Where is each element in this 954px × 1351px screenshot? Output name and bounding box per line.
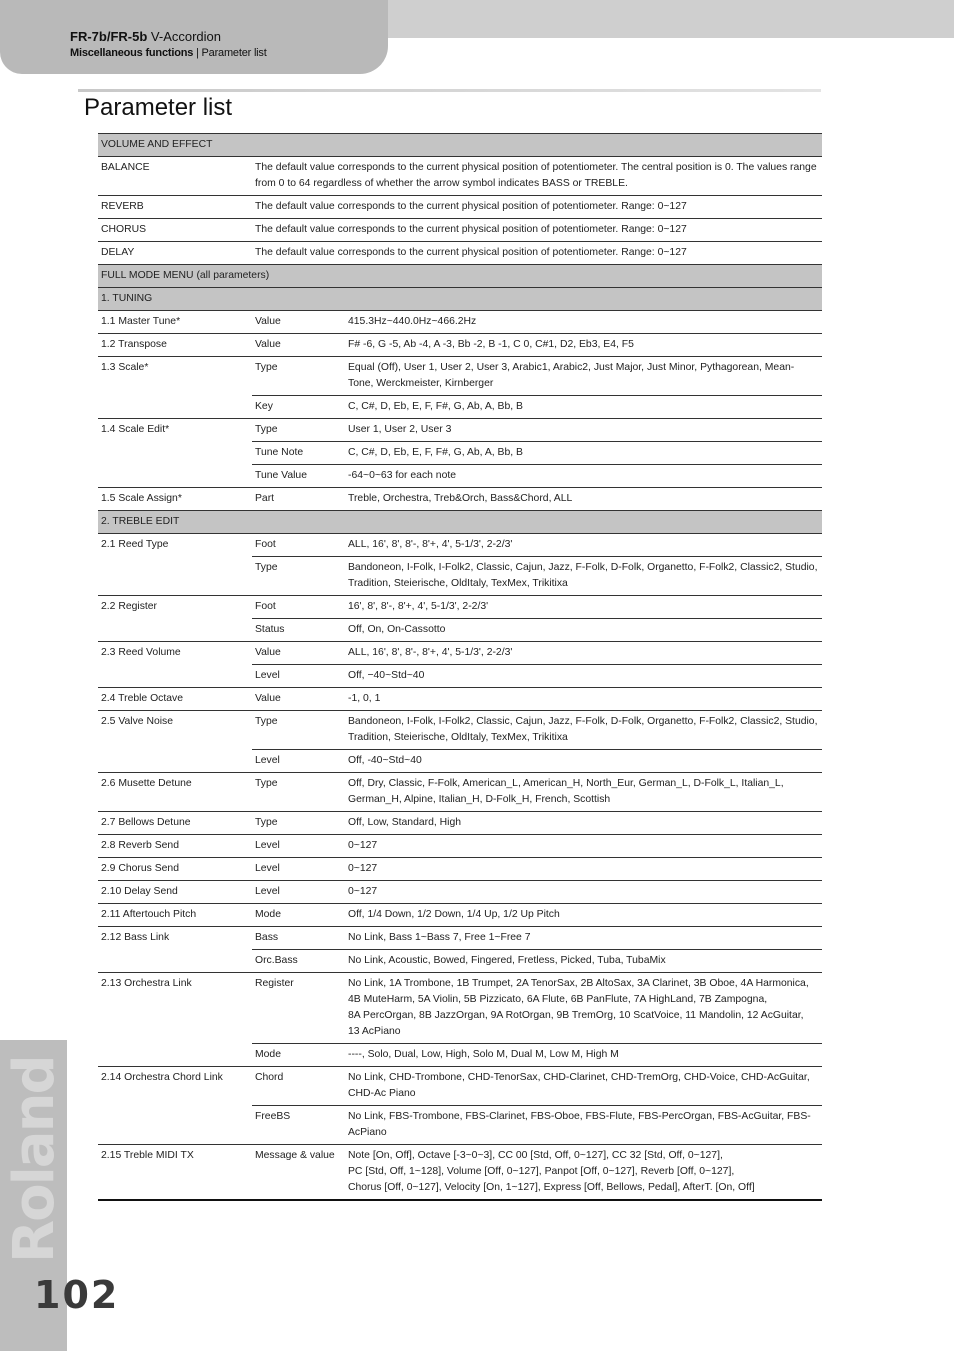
table-row: Type Bandoneon, I-Folk, I-Folk2, Classic, Cajun, Jazz, F-Folk, D-Folk, Organetto, F-Folk2, Classic2, Studio, Tradition, Steierische, OldItaly, TexMex, Trikitixa — [98, 557, 822, 596]
section-header: FULL MODE MENU (all parameters) — [98, 265, 822, 288]
table-row: Tune Note C, C#, D, Eb, E, F, F#, G, Ab, A, Bb, B — [98, 442, 822, 465]
orchestra-register-values: No Link, 1A Trombone, 1B Trumpet, 2A TenorSax, 2B AltoSax, 3A Clarinet, 3B Oboe, 4A Harmonica, 4B MuteHarm, 5A Violin, 5B Pizzicato, 6A Flute, 6B PanFlute, 7A HighLand, 7B Zampogna, 8A PercOrgan, 8B JazzOrgan, 9A RotOrgan, 9B TremOrg, 10 ScatVoice, 11 Mandolin, 12 AcGuitar, 13 AcPiano — [345, 973, 822, 1044]
section-header: 1. TUNING — [98, 288, 822, 311]
table-row: 1.1 Master Tune* Value 415.3Hz~440.0Hz~466.2Hz — [98, 311, 822, 334]
table-row: Level Off, -40~Std~40 — [98, 750, 822, 773]
table-row: CHORUS The default value corresponds to the current physical position of potentiometer. Range: 0~127 — [98, 219, 822, 242]
table-row: 2.3 Reed Volume Value ALL, 16', 8', 8'-, 8'+, 4', 5-1/3', 2-2/3' — [98, 642, 822, 665]
table-row: 2.6 Musette Detune Type Off, Dry, Classic, F-Folk, American_L, American_H, North_Eur, German_L, D-Folk_L, Italian_L, German_H, Alpine, Italian_H, D-Folk_H, French, Scottish — [98, 773, 822, 812]
table-row: 2.10 Delay Send Level 0~127 — [98, 881, 822, 904]
table-row: 1.2 Transpose Value F# -6, G -5, Ab -4, A -3, Bb -2, B -1, C 0, C#1, D2, Eb3, E4, F5 — [98, 334, 822, 357]
document-title: FR-7b/FR-5b V-Accordion — [70, 29, 221, 44]
brand-logo: Roland — [2, 1056, 67, 1263]
table-row: Orc.Bass No Link, Acoustic, Bowed, Fingered, Fretless, Picked, Tuba, TubaMix — [98, 950, 822, 973]
table-row: 2.2 Register Foot 16', 8', 8'-, 8'+, 4', 5-1/3', 2-2/3' — [98, 596, 822, 619]
table-row: 2.1 Reed Type Foot ALL, 16', 8', 8'-, 8'+, 4', 5-1/3', 2-2/3' — [98, 534, 822, 557]
table-row: 2.5 Valve Noise Type Bandoneon, I-Folk, I-Folk2, Classic, Cajun, Jazz, F-Folk, D-Folk, Organetto, F-Folk2, Classic2, Studio, Tradition, Steierische, OldItaly, TexMex, Trikitixa — [98, 711, 822, 750]
breadcrumb: Miscellaneous functions | Parameter list — [70, 47, 267, 59]
table-row: 1.5 Scale Assign* Part Treble, Orchestra, Treb&Orch, Bass&Chord, ALL — [98, 488, 822, 511]
table-row: Mode ----, Solo, Dual, Low, High, Solo M, Dual M, Low M, High M — [98, 1044, 822, 1067]
table-row: Level Off, −40~Std~40 — [98, 665, 822, 688]
table-row: 1.4 Scale Edit* Type User 1, User 2, User 3 — [98, 419, 822, 442]
table-row: 2.4 Treble Octave Value -1, 0, 1 — [98, 688, 822, 711]
table-row: 1.3 Scale* Type Equal (Off), User 1, User 2, User 3, Arabic1, Arabic2, Just Major, Just Minor, Pythagorean, Mean-Tone, Werckmeister, Kirnberger — [98, 357, 822, 396]
table-row: DELAY The default value corresponds to the current physical position of potentiometer. Range: 0~127 — [98, 242, 822, 265]
parameter-table — [98, 133, 822, 1201]
table-row: 2.11 Aftertouch Pitch Mode Off, 1/4 Down, 1/2 Down, 1/4 Up, 1/2 Up Pitch — [98, 904, 822, 927]
table-row: BALANCE The default value corresponds to the current physical position of potentiometer. The central position is 0. The values range from 0 to 64 regardless of whether the arrow symbol indicates BASS or TREBLE. — [98, 157, 822, 196]
table-row: Tune Value -64~0~63 for each note — [98, 465, 822, 488]
table-row: 2.9 Chorus Send Level 0~127 — [98, 858, 822, 881]
table-row: Status Off, On, On-Cassotto — [98, 619, 822, 642]
title-rule — [78, 89, 821, 92]
table-row: 2.7 Bellows Detune Type Off, Low, Standard, High — [98, 812, 822, 835]
table-row: 2.12 Bass Link Bass No Link, Bass 1~Bass 7, Free 1~Free 7 — [98, 927, 822, 950]
table-row: 2.13 Orchestra Link Register No Link, 1A Trombone, 1B Trumpet, 2A TenorSax, 2B AltoSax, 3A Clarinet, 3B Oboe, 4A Harmonica, 4B MuteHarm, 5A Violin, 5B Pizzicato, 6A Flute, 6B PanFlute, 7A HighLand, 7B Zampogna, 8A PercOrgan, 8B JazzOrgan, 9A RotOrgan, 9B TremOrg, 10 ScatVoice, 11 Mandolin, 12 AcGuitar, 13 AcPiano — [98, 973, 822, 1044]
table-row: FreeBS No Link, FBS-Trombone, FBS-Clarinet, FBS-Oboe, FBS-Flute, FBS-PercOrgan, FBS-AcGuitar, FBS-AcPiano — [98, 1106, 822, 1145]
section-header: VOLUME AND EFFECT — [98, 134, 822, 157]
section-header: 2. TREBLE EDIT — [98, 511, 822, 534]
page-title: Parameter list — [84, 94, 233, 121]
table-row: 2.8 Reverb Send Level 0~127 — [98, 835, 822, 858]
table-row: Key C, C#, D, Eb, E, F, F#, G, Ab, A, Bb, B — [98, 396, 822, 419]
midi-tx-values: Note [On, Off], Octave [-3~0~3], CC 00 [Std, Off, 0~127], CC 32 [Std, Off, 0~127], PC [Std, Off, 1~128], Volume [Off, 0~127], Panpot [Off, 0~127], Reverb [Off, 0~127], Chorus [Off, 0~127], Velocity [On, 1~127], Express [Off, Bellows, Pedal], AfterT. [On, Off] — [345, 1145, 822, 1201]
table-row: REVERB The default value corresponds to the current physical position of potentiometer. Range: 0~127 — [98, 196, 822, 219]
page-number: 102 — [34, 1273, 120, 1317]
table-row: 2.15 Treble MIDI TX Message & value Note [On, Off], Octave [-3~0~3], CC 00 [Std, Off, 0~127], CC 32 [Std, Off, 0~127], PC [Std, Off, 1~128], Volume [Off, 0~127], Panpot [Off, 0~127], Reverb [Off, 0~127], Chorus [Off, 0~127], Velocity [On, 1~127], Express [Off, Bellows, Pedal], AfterT. [On, Off] — [98, 1145, 822, 1201]
table-row: 2.14 Orchestra Chord Link Chord No Link, CHD-Trombone, CHD-TenorSax, CHD-Clarinet, CHD-TremOrg, CHD-Voice, CHD-AcGuitar, CHD-Ac Piano — [98, 1067, 822, 1106]
